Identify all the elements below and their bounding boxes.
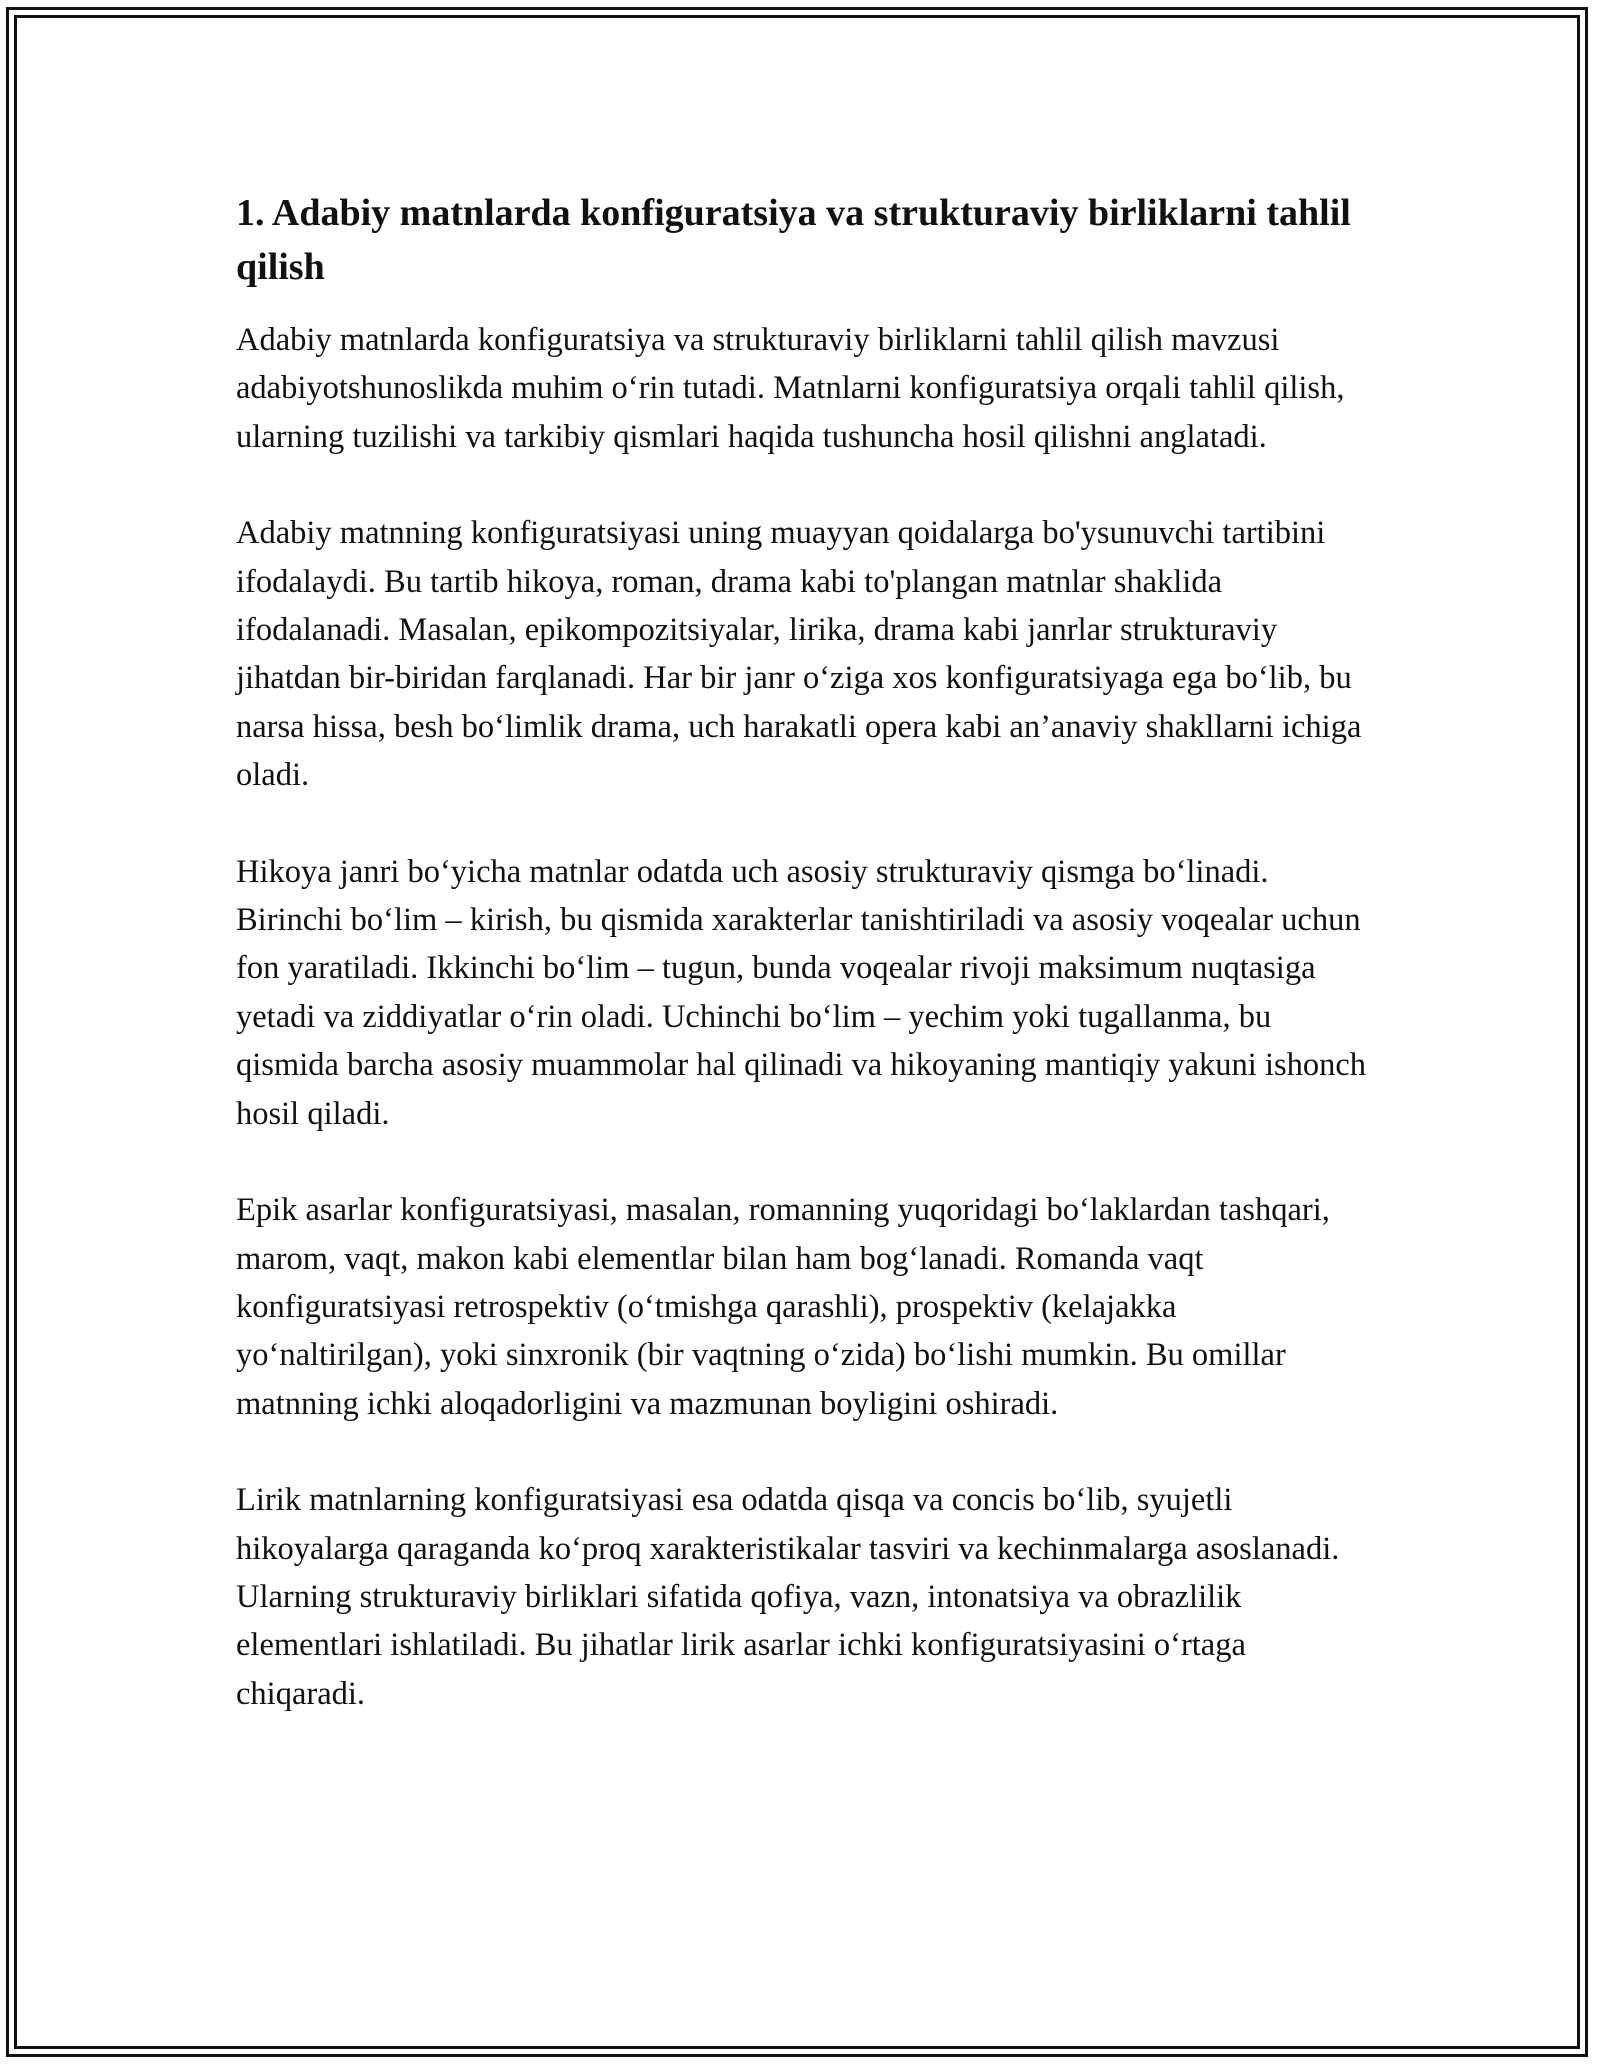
paragraph-3: Hikoya janri bo‘yicha matnlar odatda uch asosiy strukturaviy qismga bo‘linadi. Birinchi bo‘lim – kirish, bu qismida xarakterlar tanishtiriladi va asosiy voqealar uchun fon yaratiladi. Ikkinchi bo‘lim – tugun, bunda voqealar rivoji maksimum nuqtasiga yetadi va ziddiyatlar o‘rin oladi. Uchinchi bo‘lim – yechim yoki tugallanma, bu qismida barcha asosiy muammolar hal qilinadi va hikoyaning mantiqiy yakuni ishonch hosil qiladi. <box>236 853 1367 1132</box>
paragraph-4: Epik asarlar konfiguratsiyasi, masalan, romanning yuqoridagi bo‘laklardan tashqari, marom, vaqt, makon kabi elementlar bilan ham bog‘lanadi. Romanda vaqt konfiguratsiyasi retrospektiv (o‘tmishga qarashli), prospektiv (kelajakka yo‘naltirilgan), yoki sinxronik (bir vaqtning o‘zida) bo‘lishi mumkin. Bu omillar matnning ichki aloqadorligini va mazmunan boyligini oshiradi. <box>236 1192 1330 1422</box>
document-body <box>236 186 1376 1766</box>
paragraph-5: Lirik matnlarning konfiguratsiyasi esa odatda qisqa va concis bo‘lib, syujetli hikoyalarga qaraganda ko‘proq xarakteristikalar tasviri va kechinmalarga asoslanadi. Ularning strukturaviy birliklari sifatida qofiya, vazn, intonatsiya va obrazlilik elementlari ishlatiladi. Bu jihatlar lirik asarlar ichki konfiguratsiyasini o‘rtaga chiqaradi. <box>236 1482 1340 1712</box>
paragraph-1: Adabiy matnlarda konfiguratsiya va strukturaviy birliklarni tahlil qilish mavzusi adabiyotshunoslikda muhim o‘rin tutadi. Matnlarni konfiguratsiya orqali tahlil qilish, ularning tuzilishi va tarkibiy qismlari haqida tushuncha hosil qilishni anglatadi. <box>236 322 1345 455</box>
paragraph-2: Adabiy matnning konfiguratsiyasi uning muayyan qoidalarga bo'ysunuvchi tartibini ifodalaydi. Bu tartib hikoya, roman, drama kabi to'plangan matnlar shaklida ifodalanadi. Masalan, epikompozitsiyalar, lirika, drama kabi janrlar strukturaviy jihatdan bir-biridan farqlanadi. Har bir janr o‘ziga xos konfiguratsiyaga ega bo‘lib, bu narsa hissa, besh bo‘limlik drama, uch harakatli opera kabi an’anaviy shakllarni ichiga oladi. <box>236 515 1362 794</box>
section-heading: 1. Adabiy matnlarda konfiguratsiya va strukturaviy birliklarni tahlil qilish <box>236 192 1351 288</box>
